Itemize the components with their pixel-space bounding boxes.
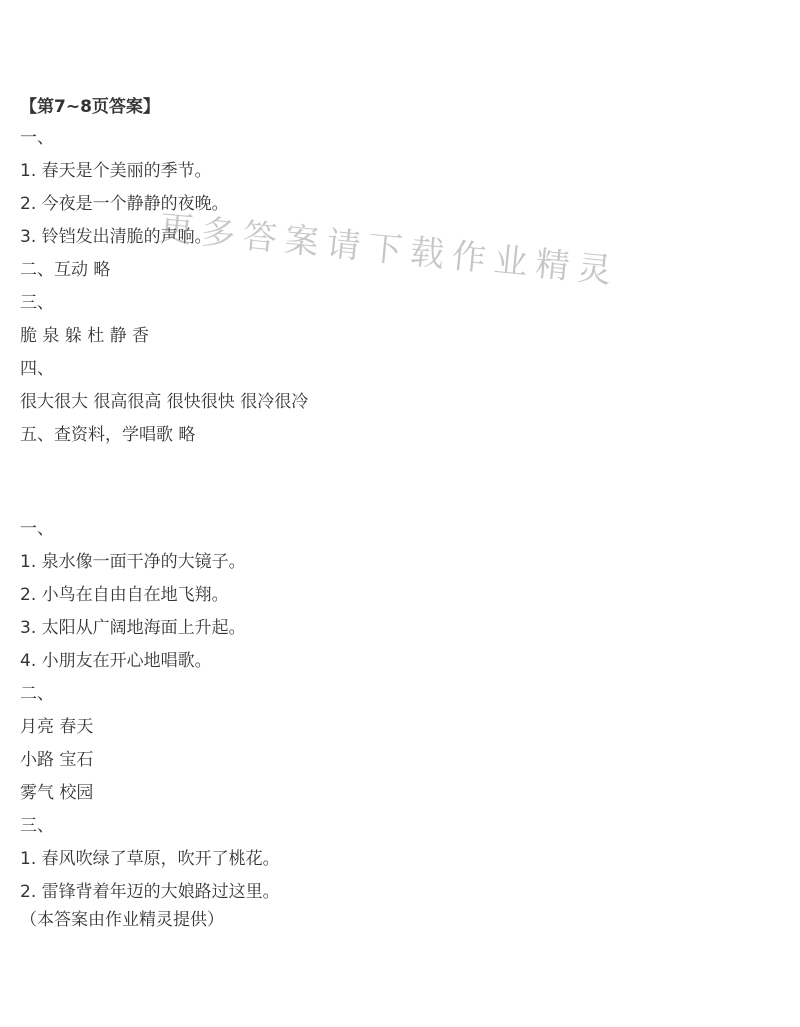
answer-block-second	[20, 513, 280, 909]
answer-line: 1. 泉水像一面干净的大镜子。	[20, 552, 246, 572]
answer-line: 四、	[20, 359, 54, 379]
answer-line: 一、	[20, 519, 54, 539]
answer-line: 三、	[20, 816, 54, 836]
answer-line: 2. 今夜是一个静静的夜晚。	[20, 194, 229, 214]
answer-line: 4. 小朋友在开心地唱歌。	[20, 651, 212, 671]
answer-line: 2. 小鸟在自由自在地飞翔。	[20, 585, 229, 605]
answer-line: 2. 雷锋背着年迈的大娘路过这里。	[20, 882, 280, 902]
source-note: （本答案由作业精灵提供）	[20, 910, 224, 930]
answer-line: 脆 泉 躲 杜 静 香	[20, 326, 150, 346]
answer-line: 二、互动 略	[20, 260, 111, 280]
answer-line: 很大很大 很高很高 很快很快 很冷很冷	[20, 392, 309, 412]
answer-line: 一、	[20, 128, 54, 148]
answer-line: 月亮 春天	[20, 717, 94, 737]
watermark-text: 更多答案请下载作业精灵	[157, 207, 622, 293]
answer-line: 三、	[20, 293, 54, 313]
page-heading: 【第7~8页答案】	[20, 97, 160, 117]
answer-line: 3. 太阳从广阔地海面上升起。	[20, 618, 246, 638]
answer-line: 小路 宝石	[20, 750, 94, 770]
answer-block-pages-7-8	[20, 122, 308, 452]
answer-line: 五、查资料，学唱歌 略	[20, 425, 196, 445]
answer-line: 1. 春天是个美丽的季节。	[20, 161, 212, 181]
answer-line: 1. 春风吹绿了草原，吹开了桃花。	[20, 849, 280, 869]
answer-line: 雾气 校园	[20, 783, 94, 803]
answer-line: 二、	[20, 684, 54, 704]
answer-line: 3. 铃铛发出清脆的声响。	[20, 227, 212, 247]
